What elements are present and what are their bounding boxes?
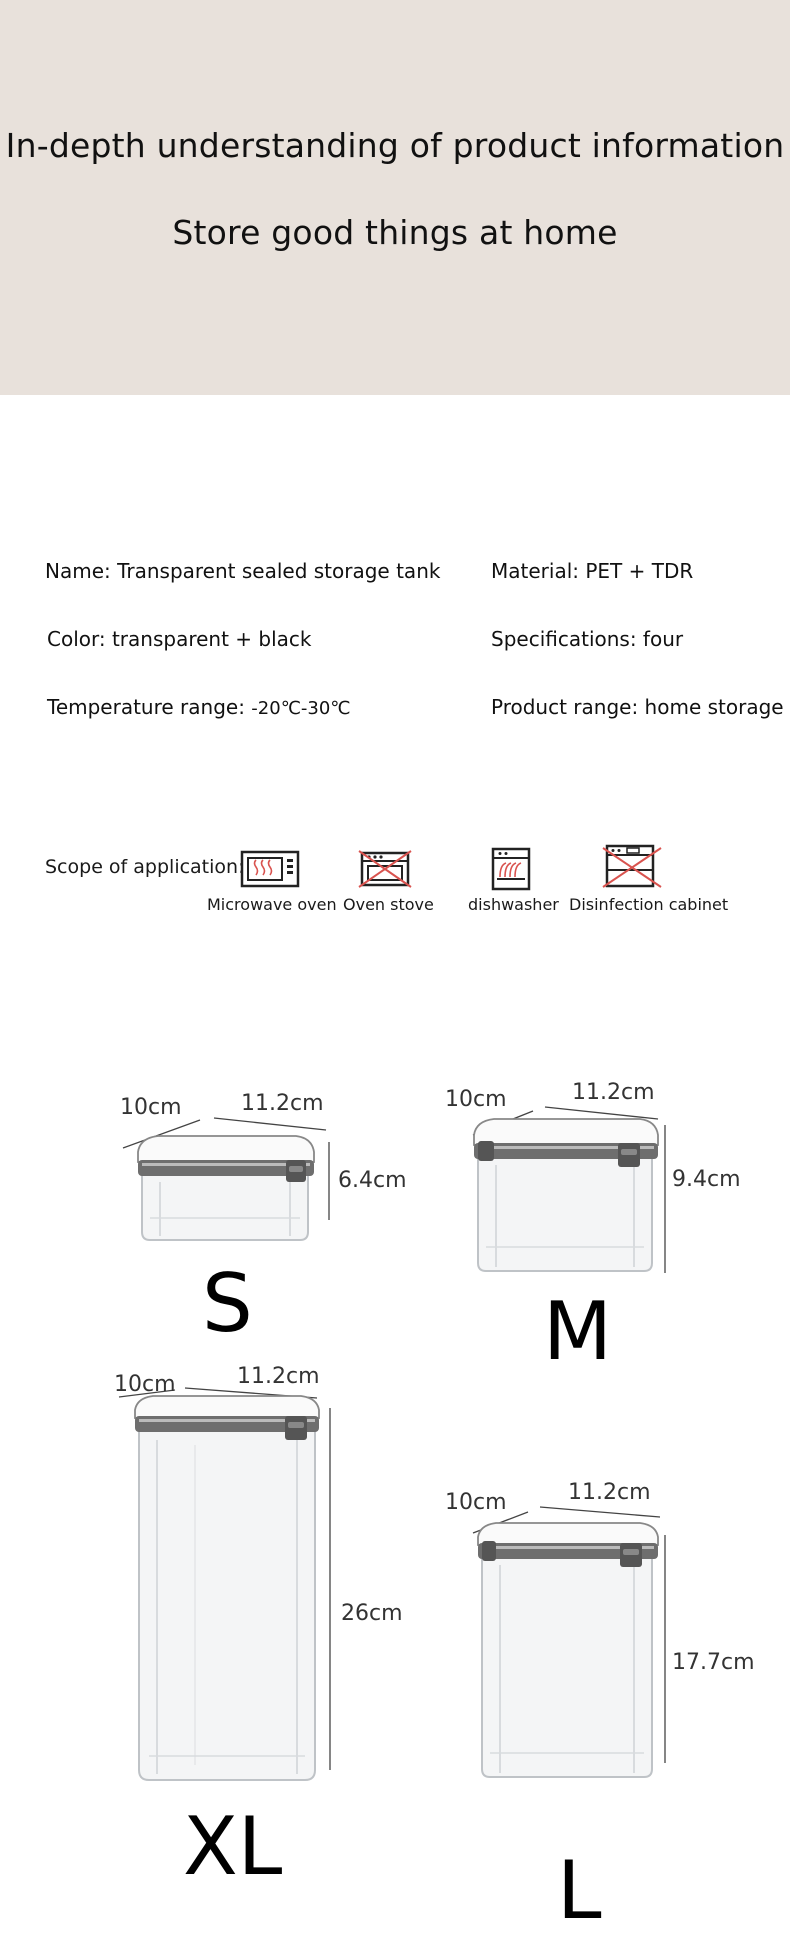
jar-m-depth: 10cm — [445, 1087, 507, 1112]
oven-crossed-icon — [357, 849, 413, 889]
jar-m-height: 9.4cm — [672, 1167, 741, 1192]
jar-xl-width: 11.2cm — [237, 1364, 320, 1389]
jar-l-depth: 10cm — [445, 1490, 507, 1515]
header-banner — [0, 0, 790, 395]
spec-name: Name: Transparent sealed storage tank — [45, 559, 441, 583]
jar-l-width: 11.2cm — [568, 1480, 651, 1505]
microwave-icon — [240, 849, 300, 889]
scope-label: Scope of application: — [45, 856, 245, 878]
jar-l-illustration — [470, 1495, 680, 1795]
size-letter-m: M — [543, 1285, 613, 1378]
dishwasher-icon — [490, 847, 532, 891]
spec-specifications: Specifications: four — [491, 627, 684, 651]
appl-label-disinfection: Disinfection cabinet — [569, 895, 729, 914]
jar-xl-depth: 10cm — [114, 1372, 176, 1397]
spec-temperature-label: Temperature range: — [47, 695, 252, 719]
spec-material: Material: PET + TDR — [491, 559, 694, 583]
jar-s-depth: 10cm — [120, 1095, 182, 1120]
banner-subtitle: Store good things at home — [172, 213, 618, 252]
jar-xl-illustration — [115, 1370, 345, 1790]
appl-label-microwave: Microwave oven — [207, 895, 337, 914]
jar-xl-height: 26cm — [341, 1601, 403, 1626]
spec-color: Color: transparent + black — [47, 627, 312, 651]
size-letter-l: L — [557, 1844, 602, 1937]
jar-m-width: 11.2cm — [572, 1080, 655, 1105]
size-letter-s: S — [202, 1257, 253, 1350]
spec-product-range: Product range: home storage — [491, 695, 784, 719]
disinfection-cabinet-crossed-icon — [601, 843, 663, 889]
banner-title: In-depth understanding of product information — [5, 126, 785, 165]
size-letter-xl: XL — [183, 1800, 283, 1893]
jar-s-width: 11.2cm — [241, 1091, 324, 1116]
appl-label-oven: Oven stove — [343, 895, 434, 914]
appl-label-dishwasher: dishwasher — [468, 895, 559, 914]
spec-temperature-value: -20℃-30℃ — [251, 698, 351, 719]
spec-temperature — [47, 695, 351, 719]
jar-l-height: 17.7cm — [672, 1650, 755, 1675]
jar-s-height: 6.4cm — [338, 1168, 407, 1193]
jar-m-illustration — [470, 1085, 680, 1275]
